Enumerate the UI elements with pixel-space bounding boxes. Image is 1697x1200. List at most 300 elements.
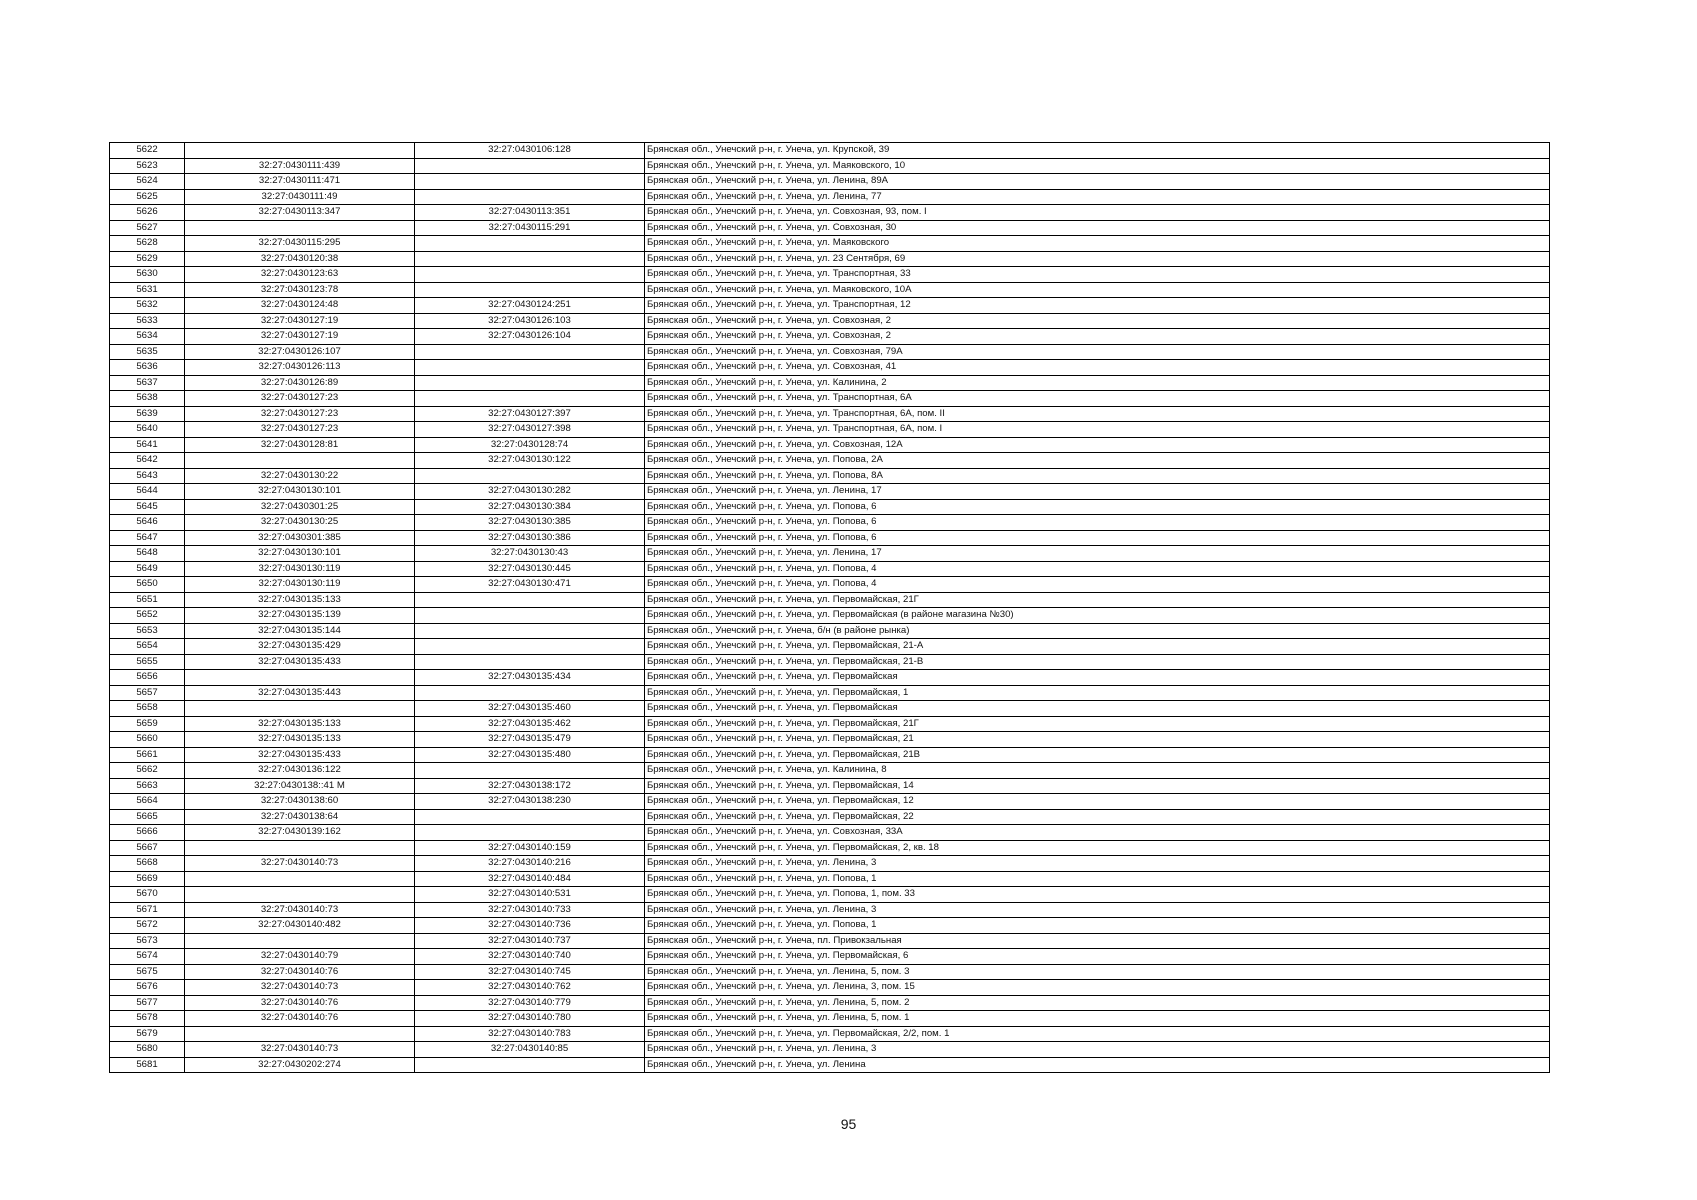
address-cell: Брянская обл., Унечский р-н, г. Унеча, ул. Ленина, 89А <box>645 174 1550 190</box>
address-cell: Брянская обл., Унечский р-н, г. Унеча, ул. Ленина, 3 <box>645 1042 1550 1058</box>
cadastral-number-cell: 32:27:0430130:101 <box>185 484 415 500</box>
address-cell: Брянская обл., Унечский р-н, г. Унеча, ул. Крупской, 39 <box>645 143 1550 159</box>
cadastral-number-cell: 32:27:0430123:78 <box>185 282 415 298</box>
row-number-cell: 5671 <box>110 902 185 918</box>
cadastral-number-cell: 32:27:0430136:122 <box>185 763 415 779</box>
address-cell: Брянская обл., Унечский р-н, г. Унеча, ул. Транспортная, 33 <box>645 267 1550 283</box>
related-cadastral-number-cell: 32:27:0430127:398 <box>415 422 645 438</box>
page-number: 95 <box>840 1116 857 1132</box>
table-row <box>110 220 1550 236</box>
related-cadastral-number-cell: 32:27:0430130:122 <box>415 453 645 469</box>
cadastral-number-cell: 32:27:0430138:60 <box>185 794 415 810</box>
row-number-cell: 5677 <box>110 995 185 1011</box>
table-row <box>110 623 1550 639</box>
address-cell: Брянская обл., Унечский р-н, г. Унеча, ул. Калинина, 2 <box>645 375 1550 391</box>
address-cell: Брянская обл., Унечский р-н, г. Унеча, ул. 23 Сентября, 69 <box>645 251 1550 267</box>
related-cadastral-number-cell <box>415 763 645 779</box>
table-row <box>110 499 1550 515</box>
address-cell: Брянская обл., Унечский р-н, г. Унеча, ул. Маяковского, 10А <box>645 282 1550 298</box>
address-cell: Брянская обл., Унечский р-н, г. Унеча, ул. Первомайская, 2/2, пом. 1 <box>645 1026 1550 1042</box>
table-row <box>110 763 1550 779</box>
row-number-cell: 5627 <box>110 220 185 236</box>
address-cell: Брянская обл., Унечский р-н, г. Унеча, ул. Попова, 6 <box>645 530 1550 546</box>
cadastral-number-cell <box>185 670 415 686</box>
table-row <box>110 871 1550 887</box>
cadastral-number-cell: 32:27:0430126:107 <box>185 344 415 360</box>
related-cadastral-number-cell: 32:27:0430130:43 <box>415 546 645 562</box>
address-cell: Брянская обл., Унечский р-н, г. Унеча, ул. Первомайская, 6 <box>645 949 1550 965</box>
address-cell: Брянская обл., Унечский р-н, г. Унеча, ул. Первомайская, 14 <box>645 778 1550 794</box>
table-row <box>110 887 1550 903</box>
row-number-cell: 5645 <box>110 499 185 515</box>
row-number-cell: 5648 <box>110 546 185 562</box>
address-cell: Брянская обл., Унечский р-н, г. Унеча, ул. Первомайская, 21-А <box>645 639 1550 655</box>
address-cell: Брянская обл., Унечский р-н, г. Унеча, ул. Попова, 8А <box>645 468 1550 484</box>
table-row <box>110 530 1550 546</box>
related-cadastral-number-cell <box>415 1057 645 1073</box>
row-number-cell: 5638 <box>110 391 185 407</box>
row-number-cell: 5653 <box>110 623 185 639</box>
related-cadastral-number-cell <box>415 654 645 670</box>
row-number-cell: 5643 <box>110 468 185 484</box>
table-row <box>110 716 1550 732</box>
row-number-cell: 5641 <box>110 437 185 453</box>
cadastral-number-cell: 32:27:0430111:471 <box>185 174 415 190</box>
related-cadastral-number-cell: 32:27:0430140:745 <box>415 964 645 980</box>
table-row <box>110 809 1550 825</box>
row-number-cell: 5655 <box>110 654 185 670</box>
address-cell: Брянская обл., Унечский р-н, г. Унеча, ул. Первомайская, 12 <box>645 794 1550 810</box>
cadastral-number-cell: 32:27:0430138::41 М <box>185 778 415 794</box>
address-cell: Брянская обл., Унечский р-н, г. Унеча, ул. Первомайская, 21Г <box>645 716 1550 732</box>
cadastral-number-cell: 32:27:0430138:64 <box>185 809 415 825</box>
cadastral-number-cell: 32:27:0430124:48 <box>185 298 415 314</box>
cadastral-number-cell: 32:27:0430135:443 <box>185 685 415 701</box>
table-row <box>110 639 1550 655</box>
cadastral-number-cell: 32:27:0430130:25 <box>185 515 415 531</box>
address-cell: Брянская обл., Унечский р-н, г. Унеча, ул. Транспортная, 6А, пом. II <box>645 406 1550 422</box>
related-cadastral-number-cell: 32:27:0430140:159 <box>415 840 645 856</box>
related-cadastral-number-cell: 32:27:0430135:462 <box>415 716 645 732</box>
related-cadastral-number-cell: 32:27:0430138:172 <box>415 778 645 794</box>
row-number-cell: 5652 <box>110 608 185 624</box>
row-number-cell: 5644 <box>110 484 185 500</box>
row-number-cell: 5661 <box>110 747 185 763</box>
table-row <box>110 670 1550 686</box>
row-number-cell: 5679 <box>110 1026 185 1042</box>
cadastral-number-cell: 32:27:0430140:76 <box>185 964 415 980</box>
address-cell: Брянская обл., Унечский р-н, г. Унеча, ул. Транспортная, 12 <box>645 298 1550 314</box>
related-cadastral-number-cell <box>415 685 645 701</box>
related-cadastral-number-cell: 32:27:0430140:762 <box>415 980 645 996</box>
row-number-cell: 5634 <box>110 329 185 345</box>
address-cell: Брянская обл., Унечский р-н, г. Унеча, ул. Совхозная, 33А <box>645 825 1550 841</box>
related-cadastral-number-cell: 32:27:0430126:104 <box>415 329 645 345</box>
address-cell: Брянская обл., Унечский р-н, г. Унеча, ул. Ленина, 3, пом. 15 <box>645 980 1550 996</box>
related-cadastral-number-cell: 32:27:0430135:460 <box>415 701 645 717</box>
address-cell: Брянская обл., Унечский р-н, г. Унеча, ул. Совхозная, 2 <box>645 313 1550 329</box>
table-row <box>110 825 1550 841</box>
table-row <box>110 158 1550 174</box>
related-cadastral-number-cell: 32:27:0430130:445 <box>415 561 645 577</box>
address-cell: Брянская обл., Унечский р-н, г. Унеча, ул. Попова, 1 <box>645 918 1550 934</box>
related-cadastral-number-cell: 32:27:0430135:434 <box>415 670 645 686</box>
row-number-cell: 5681 <box>110 1057 185 1073</box>
related-cadastral-number-cell: 32:27:0430135:479 <box>415 732 645 748</box>
address-cell: Брянская обл., Унечский р-н, г. Унеча, ул. Совхозная, 30 <box>645 220 1550 236</box>
related-cadastral-number-cell: 32:27:0430127:397 <box>415 406 645 422</box>
cadastral-number-cell <box>185 887 415 903</box>
address-cell: Брянская обл., Унечский р-н, г. Унеча, ул. Маяковского, 10 <box>645 158 1550 174</box>
table-row <box>110 251 1550 267</box>
row-number-cell: 5657 <box>110 685 185 701</box>
address-cell: Брянская обл., Унечский р-н, г. Унеча, ул. Попова, 4 <box>645 577 1550 593</box>
related-cadastral-number-cell: 32:27:0430130:282 <box>415 484 645 500</box>
row-number-cell: 5662 <box>110 763 185 779</box>
table-row <box>110 422 1550 438</box>
table-row <box>110 1042 1550 1058</box>
related-cadastral-number-cell <box>415 391 645 407</box>
row-number-cell: 5629 <box>110 251 185 267</box>
cadastral-number-cell: 32:27:0430128:81 <box>185 437 415 453</box>
table-row <box>110 1011 1550 1027</box>
cadastral-number-cell <box>185 1026 415 1042</box>
row-number-cell: 5674 <box>110 949 185 965</box>
address-cell: Брянская обл., Унечский р-н, г. Унеча, ул. Ленина, 77 <box>645 189 1550 205</box>
related-cadastral-number-cell <box>415 608 645 624</box>
table-row <box>110 995 1550 1011</box>
related-cadastral-number-cell: 32:27:0430130:385 <box>415 515 645 531</box>
row-number-cell: 5660 <box>110 732 185 748</box>
related-cadastral-number-cell: 32:27:0430124:251 <box>415 298 645 314</box>
table-row <box>110 561 1550 577</box>
table-row <box>110 375 1550 391</box>
related-cadastral-number-cell: 32:27:0430128:74 <box>415 437 645 453</box>
address-cell: Брянская обл., Унечский р-н, г. Унеча, ул. Совхозная, 79А <box>645 344 1550 360</box>
related-cadastral-number-cell: 32:27:0430140:736 <box>415 918 645 934</box>
row-number-cell: 5669 <box>110 871 185 887</box>
row-number-cell: 5658 <box>110 701 185 717</box>
address-cell: Брянская обл., Унечский р-н, г. Унеча, ул. Ленина, 3 <box>645 902 1550 918</box>
address-cell: Брянская обл., Унечский р-н, г. Унеча, ул. Попова, 6 <box>645 515 1550 531</box>
table-row <box>110 778 1550 794</box>
table-row <box>110 949 1550 965</box>
table-row <box>110 344 1550 360</box>
related-cadastral-number-cell: 32:27:0430140:733 <box>415 902 645 918</box>
address-cell: Брянская обл., Унечский р-н, г. Унеча, ул. Ленина, 17 <box>645 484 1550 500</box>
cadastral-number-cell <box>185 453 415 469</box>
row-number-cell: 5656 <box>110 670 185 686</box>
cadastral-number-cell: 32:27:0430301:385 <box>185 530 415 546</box>
cadastral-number-cell: 32:27:0430113:347 <box>185 205 415 221</box>
table-row <box>110 468 1550 484</box>
cadastral-number-cell: 32:27:0430140:73 <box>185 902 415 918</box>
table-row <box>110 980 1550 996</box>
cadastral-number-cell: 32:27:0430140:76 <box>185 1011 415 1027</box>
table-row <box>110 701 1550 717</box>
cadastral-number-cell: 32:27:0430140:79 <box>185 949 415 965</box>
table-row <box>110 856 1550 872</box>
cadastral-number-cell: 32:27:0430120:38 <box>185 251 415 267</box>
related-cadastral-number-cell <box>415 236 645 252</box>
cadastral-number-cell <box>185 933 415 949</box>
registry-table <box>109 142 1550 1073</box>
address-cell: Брянская обл., Унечский р-н, г. Унеча, ул. Попова, 2А <box>645 453 1550 469</box>
address-cell: Брянская обл., Унечский р-н, г. Унеча, ул. Первомайская, 22 <box>645 809 1550 825</box>
cadastral-number-cell: 32:27:0430127:19 <box>185 313 415 329</box>
row-number-cell: 5630 <box>110 267 185 283</box>
cadastral-number-cell: 32:27:0430301:25 <box>185 499 415 515</box>
related-cadastral-number-cell <box>415 158 645 174</box>
table-row <box>110 189 1550 205</box>
address-cell: Брянская обл., Унечский р-н, г. Унеча, ул. Первомайская, 21Г <box>645 592 1550 608</box>
cadastral-number-cell: 32:27:0430140:482 <box>185 918 415 934</box>
row-number-cell: 5649 <box>110 561 185 577</box>
cadastral-number-cell: 32:27:0430135:433 <box>185 747 415 763</box>
cadastral-number-cell: 32:27:0430135:144 <box>185 623 415 639</box>
table-row <box>110 902 1550 918</box>
row-number-cell: 5637 <box>110 375 185 391</box>
cadastral-number-cell: 32:27:0430111:439 <box>185 158 415 174</box>
row-number-cell: 5636 <box>110 360 185 376</box>
related-cadastral-number-cell <box>415 809 645 825</box>
row-number-cell: 5625 <box>110 189 185 205</box>
address-cell: Брянская обл., Унечский р-н, г. Унеча, ул. Попова, 1 <box>645 871 1550 887</box>
row-number-cell: 5646 <box>110 515 185 531</box>
cadastral-number-cell: 32:27:0430130:22 <box>185 468 415 484</box>
related-cadastral-number-cell: 32:27:0430140:216 <box>415 856 645 872</box>
row-number-cell: 5628 <box>110 236 185 252</box>
address-cell: Брянская обл., Унечский р-н, г. Унеча, ул. Совхозная, 2 <box>645 329 1550 345</box>
table-row <box>110 236 1550 252</box>
table-row <box>110 592 1550 608</box>
row-number-cell: 5665 <box>110 809 185 825</box>
address-cell: Брянская обл., Унечский р-н, г. Унеча, ул. Ленина, 17 <box>645 546 1550 562</box>
related-cadastral-number-cell: 32:27:0430135:480 <box>415 747 645 763</box>
cadastral-number-cell: 32:27:0430127:19 <box>185 329 415 345</box>
address-cell: Брянская обл., Унечский р-н, г. Унеча, ул. Ленина, 5, пом. 1 <box>645 1011 1550 1027</box>
address-cell: Брянская обл., Унечский р-н, г. Унеча, ул. Калинина, 8 <box>645 763 1550 779</box>
registry-table-body <box>110 143 1550 1073</box>
row-number-cell: 5631 <box>110 282 185 298</box>
address-cell: Брянская обл., Унечский р-н, г. Унеча, ул. Первомайская, 1 <box>645 685 1550 701</box>
address-cell: Брянская обл., Унечский р-н, г. Унеча, ул. Попова, 1, пом. 33 <box>645 887 1550 903</box>
address-cell: Брянская обл., Унечский р-н, г. Унеча, ул. Маяковского <box>645 236 1550 252</box>
related-cadastral-number-cell: 32:27:0430140:780 <box>415 1011 645 1027</box>
address-cell: Брянская обл., Унечский р-н, г. Унеча, ул. Ленина <box>645 1057 1550 1073</box>
row-number-cell: 5623 <box>110 158 185 174</box>
cadastral-number-cell <box>185 220 415 236</box>
row-number-cell: 5659 <box>110 716 185 732</box>
related-cadastral-number-cell: 32:27:0430130:386 <box>415 530 645 546</box>
row-number-cell: 5664 <box>110 794 185 810</box>
table-row <box>110 298 1550 314</box>
table-row <box>110 174 1550 190</box>
row-number-cell: 5676 <box>110 980 185 996</box>
related-cadastral-number-cell: 32:27:0430130:384 <box>415 499 645 515</box>
row-number-cell: 5650 <box>110 577 185 593</box>
table-row <box>110 1026 1550 1042</box>
cadastral-number-cell: 32:27:0430140:76 <box>185 995 415 1011</box>
related-cadastral-number-cell: 32:27:0430140:779 <box>415 995 645 1011</box>
cadastral-number-cell: 32:27:0430135:139 <box>185 608 415 624</box>
row-number-cell: 5651 <box>110 592 185 608</box>
address-cell: Брянская обл., Унечский р-н, г. Унеча, ул. Первомайская <box>645 701 1550 717</box>
related-cadastral-number-cell: 32:27:0430138:230 <box>415 794 645 810</box>
cadastral-number-cell: 32:27:0430202:274 <box>185 1057 415 1073</box>
related-cadastral-number-cell <box>415 344 645 360</box>
cadastral-number-cell: 32:27:0430127:23 <box>185 406 415 422</box>
table-row <box>110 391 1550 407</box>
related-cadastral-number-cell <box>415 825 645 841</box>
cadastral-number-cell <box>185 840 415 856</box>
related-cadastral-number-cell <box>415 189 645 205</box>
cadastral-number-cell: 32:27:0430115:295 <box>185 236 415 252</box>
row-number-cell: 5626 <box>110 205 185 221</box>
related-cadastral-number-cell <box>415 174 645 190</box>
cadastral-number-cell: 32:27:0430127:23 <box>185 391 415 407</box>
table-row <box>110 840 1550 856</box>
cadastral-number-cell: 32:27:0430140:73 <box>185 980 415 996</box>
address-cell: Брянская обл., Унечский р-н, г. Унеча, ул. Первомайская, 21В <box>645 747 1550 763</box>
address-cell: Брянская обл., Унечский р-н, г. Унеча, ул. Первомайская, 2, кв. 18 <box>645 840 1550 856</box>
address-cell: Брянская обл., Унечский р-н, г. Унеча, ул. Первомайская, 21 <box>645 732 1550 748</box>
table-row <box>110 515 1550 531</box>
address-cell: Брянская обл., Унечский р-н, г. Унеча, ул. Транспортная, 6А, пом. I <box>645 422 1550 438</box>
related-cadastral-number-cell: 32:27:0430140:737 <box>415 933 645 949</box>
table-row <box>110 794 1550 810</box>
table-row <box>110 654 1550 670</box>
row-number-cell: 5673 <box>110 933 185 949</box>
table-row <box>110 1057 1550 1073</box>
address-cell: Брянская обл., Унечский р-н, г. Унеча, ул. Попова, 4 <box>645 561 1550 577</box>
table-row <box>110 933 1550 949</box>
related-cadastral-number-cell <box>415 468 645 484</box>
table-row <box>110 608 1550 624</box>
row-number-cell: 5678 <box>110 1011 185 1027</box>
related-cadastral-number-cell: 32:27:0430140:783 <box>415 1026 645 1042</box>
address-cell: Брянская обл., Унечский р-н, г. Унеча, ул. Ленина, 5, пом. 3 <box>645 964 1550 980</box>
address-cell: Брянская обл., Унечский р-н, г. Унеча, ул. Транспортная, 6А <box>645 391 1550 407</box>
cadastral-number-cell: 32:27:0430123:63 <box>185 267 415 283</box>
row-number-cell: 5668 <box>110 856 185 872</box>
cadastral-number-cell: 32:27:0430135:429 <box>185 639 415 655</box>
address-cell: Брянская обл., Унечский р-н, г. Унеча, ул. Первомайская (в районе магазина №30) <box>645 608 1550 624</box>
cadastral-number-cell: 32:27:0430130:119 <box>185 577 415 593</box>
related-cadastral-number-cell <box>415 375 645 391</box>
related-cadastral-number-cell: 32:27:0430113:351 <box>415 205 645 221</box>
address-cell: Брянская обл., Унечский р-н, г. Унеча, ул. Первомайская <box>645 670 1550 686</box>
row-number-cell: 5632 <box>110 298 185 314</box>
table-row <box>110 329 1550 345</box>
table-row <box>110 453 1550 469</box>
related-cadastral-number-cell: 32:27:0430115:291 <box>415 220 645 236</box>
row-number-cell: 5640 <box>110 422 185 438</box>
cadastral-number-cell: 32:27:0430126:113 <box>185 360 415 376</box>
table-row <box>110 360 1550 376</box>
row-number-cell: 5666 <box>110 825 185 841</box>
address-cell: Брянская обл., Унечский р-н, г. Унеча, ул. Попова, 6 <box>645 499 1550 515</box>
related-cadastral-number-cell <box>415 267 645 283</box>
row-number-cell: 5672 <box>110 918 185 934</box>
table-row <box>110 685 1550 701</box>
address-cell: Брянская обл., Унечский р-н, г. Унеча, пл. Привокзальная <box>645 933 1550 949</box>
table-row <box>110 484 1550 500</box>
related-cadastral-number-cell <box>415 251 645 267</box>
table-row <box>110 205 1550 221</box>
table-row <box>110 546 1550 562</box>
row-number-cell: 5647 <box>110 530 185 546</box>
row-number-cell: 5622 <box>110 143 185 159</box>
related-cadastral-number-cell: 32:27:0430140:484 <box>415 871 645 887</box>
row-number-cell: 5639 <box>110 406 185 422</box>
row-number-cell: 5635 <box>110 344 185 360</box>
related-cadastral-number-cell: 32:27:0430140:531 <box>415 887 645 903</box>
related-cadastral-number-cell: 32:27:0430140:85 <box>415 1042 645 1058</box>
related-cadastral-number-cell: 32:27:0430126:103 <box>415 313 645 329</box>
table-row <box>110 267 1550 283</box>
related-cadastral-number-cell <box>415 360 645 376</box>
row-number-cell: 5642 <box>110 453 185 469</box>
table-row <box>110 406 1550 422</box>
cadastral-number-cell: 32:27:0430130:119 <box>185 561 415 577</box>
cadastral-number-cell: 32:27:0430140:73 <box>185 1042 415 1058</box>
table-row <box>110 577 1550 593</box>
address-cell: Брянская обл., Унечский р-н, г. Унеча, б/н (в районе рынка) <box>645 623 1550 639</box>
table-row <box>110 437 1550 453</box>
cadastral-number-cell: 32:27:0430111:49 <box>185 189 415 205</box>
cadastral-number-cell: 32:27:0430126:89 <box>185 375 415 391</box>
cadastral-number-cell: 32:27:0430135:133 <box>185 732 415 748</box>
cadastral-number-cell <box>185 871 415 887</box>
row-number-cell: 5680 <box>110 1042 185 1058</box>
address-cell: Брянская обл., Унечский р-н, г. Унеча, ул. Первомайская, 21-В <box>645 654 1550 670</box>
related-cadastral-number-cell <box>415 623 645 639</box>
address-cell: Брянская обл., Унечский р-н, г. Унеча, ул. Совхозная, 41 <box>645 360 1550 376</box>
cadastral-number-cell: 32:27:0430139:162 <box>185 825 415 841</box>
related-cadastral-number-cell <box>415 592 645 608</box>
cadastral-number-cell: 32:27:0430140:73 <box>185 856 415 872</box>
row-number-cell: 5667 <box>110 840 185 856</box>
table-row <box>110 747 1550 763</box>
row-number-cell: 5663 <box>110 778 185 794</box>
cadastral-number-cell: 32:27:0430135:133 <box>185 592 415 608</box>
related-cadastral-number-cell: 32:27:0430130:471 <box>415 577 645 593</box>
cadastral-number-cell <box>185 701 415 717</box>
table-row <box>110 313 1550 329</box>
address-cell: Брянская обл., Унечский р-н, г. Унеча, ул. Совхозная, 12А <box>645 437 1550 453</box>
related-cadastral-number-cell <box>415 639 645 655</box>
row-number-cell: 5670 <box>110 887 185 903</box>
cadastral-number-cell: 32:27:0430130:101 <box>185 546 415 562</box>
table-row <box>110 143 1550 159</box>
table-row <box>110 732 1550 748</box>
cadastral-number-cell <box>185 143 415 159</box>
address-cell: Брянская обл., Унечский р-н, г. Унеча, ул. Ленина, 3 <box>645 856 1550 872</box>
row-number-cell: 5654 <box>110 639 185 655</box>
cadastral-number-cell: 32:27:0430135:433 <box>185 654 415 670</box>
row-number-cell: 5633 <box>110 313 185 329</box>
table-row <box>110 282 1550 298</box>
related-cadastral-number-cell <box>415 282 645 298</box>
row-number-cell: 5624 <box>110 174 185 190</box>
address-cell: Брянская обл., Унечский р-н, г. Унеча, ул. Ленина, 5, пом. 2 <box>645 995 1550 1011</box>
related-cadastral-number-cell: 32:27:0430106:128 <box>415 143 645 159</box>
table-row <box>110 964 1550 980</box>
cadastral-number-cell: 32:27:0430135:133 <box>185 716 415 732</box>
row-number-cell: 5675 <box>110 964 185 980</box>
address-cell: Брянская обл., Унечский р-н, г. Унеча, ул. Совхозная, 93, пом. I <box>645 205 1550 221</box>
